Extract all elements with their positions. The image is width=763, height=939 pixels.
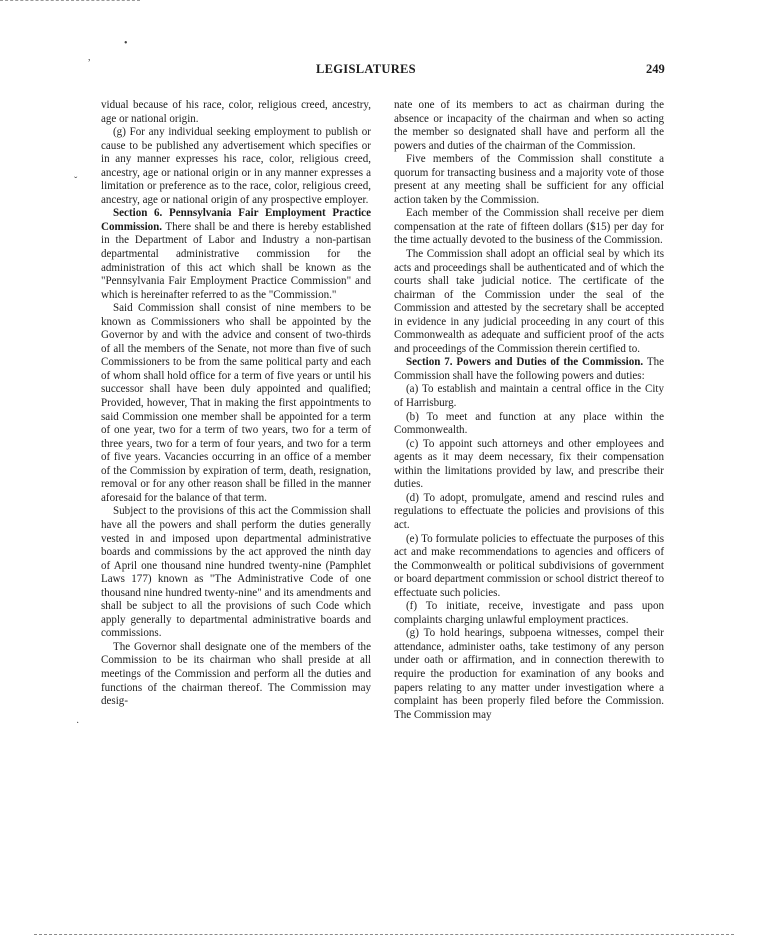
list-item: (g) To hold hearings, subpoena witnesses, compel their attendance, administer oaths, take testimony of any person under oath or affirmation, and in connection therewith to require the production for examination of any books and papers relating to any matter under investigation where a complaint has been properly filed before the Commission. The Commission may bbox=[394, 627, 664, 721]
paragraph: The Governor shall designate one of the members of the Commission to be its chairman who shall preside at all meetings of the Commission and perform all the duties and functions of the chairman thereof. The Commission may desig- bbox=[101, 640, 371, 708]
margin-speck: • bbox=[124, 38, 128, 49]
margin-speck: · bbox=[76, 718, 80, 729]
section-heading: Section 7. Powers and Duties of the Commission. bbox=[406, 356, 644, 369]
right-column bbox=[394, 99, 664, 722]
top-dashed-rule bbox=[0, 0, 140, 1]
running-head-title: LEGISLATURES bbox=[316, 62, 416, 76]
list-item: (e) To formulate policies to effectuate the purposes of this act and make recommendations to agencies and officers of the Commonwealth or political subdivisions of government or board department commission or school district thereof to effectuate such policies. bbox=[394, 532, 664, 599]
margin-speck: , bbox=[88, 52, 91, 63]
list-item: (c) To appoint such attorneys and other employees and agents as it may deem necessary, fix their compensation within the limitations provided by law, and prescribe their duties. bbox=[394, 437, 664, 491]
list-item: (b) To meet and function at any place within the Commonwealth. bbox=[394, 410, 664, 437]
list-item: (d) To adopt, promulgate, amend and rescind rules and regulations to effectuate the policies and provisions of this act. bbox=[394, 491, 664, 531]
paragraph: The Commission shall adopt an official seal by which its acts and proceedings shall be authenticated and of which the courts shall take judicial notice. The certificate of the chairman of the Commission under the seal of the Commission and attested by the secretary shall be accepted in evidence in any judicial proceeding in any court of this Commonwealth as adequate and sufficient proof of the acts and proceedings of the Commission therein certified to. bbox=[394, 248, 664, 355]
paragraph: nate one of its members to act as chairman during the absence or incapacity of the chairman and when so acting the member so designated shall have and perform all the powers and duties of the chairman of the Commission. bbox=[394, 99, 664, 152]
paragraph: Five members of the Commission shall constitute a quorum for transacting business and a majority vote of those present at any meeting shall be sufficient for any official action taken by the Commission. bbox=[394, 153, 664, 206]
list-item: (f) To initiate, receive, investigate and pass upon complaints charging unlawful employment practices. bbox=[394, 600, 664, 626]
running-head bbox=[0, 62, 763, 80]
margin-speck: ˇ bbox=[74, 176, 78, 187]
paragraph: Subject to the provisions of this act the Commission shall have all the powers and shall perform the duties generally vested in and imposed upon departmental administrative boards and commissions by the act approved the ninth day of April one thousand nine hundred twenty-nine (Pamphlet Laws 177) known as "The Administrative Code of one thousand nine hundred twenty-nine" and its amendments and shall be subject to all the provisions of such Code which apply generally to departmental administrative boards and commissions. bbox=[101, 505, 371, 640]
paragraph: Each member of the Commission shall receive per diem compensation at the rate of fifteen dollars ($15) per day for the time actually devoted to the business of the Commission. bbox=[394, 207, 664, 247]
section-text: The Commission shall have the following powers and duties: bbox=[394, 356, 665, 382]
paragraph: Said Commission shall consist of nine members to be known as Commissioners who shall be appointed by the Governor by and with the advice and consent of two-thirds of all the members of the Senate, not more than five of such Commissioners to be from the same political party and each of whom shall hold office for a term of five years or until his successor shall have been duly appointed and qualified; Provided, however, That in making the first appointments to said Commission one member shall be appointed for a term of one year, two for a term of two years, two for a term of three years, two for a term of four years, and two for a term of five years. Vacancies occurring in an office of a member of the Commission by expiration of term, death, resignation, removal or for any other reason shall be filled in the manner aforesaid for the balance of that term. bbox=[101, 302, 371, 504]
section-paragraph bbox=[101, 207, 371, 302]
section-heading: Section 6. Pennsylvania Fair Employment Practice Commission. bbox=[101, 207, 371, 233]
paragraph: vidual because of his race, color, religious creed, ancestry, age or national origin. bbox=[101, 99, 371, 125]
left-column bbox=[101, 99, 371, 709]
section-paragraph bbox=[394, 356, 664, 383]
section-text: There shall be and there is hereby established in the Department of Labor and Industry a non-partisan departmental administrative commission for the administration of this act which shall be known as the "Pennsylvania Fair Employment Practice Commission" and which is hereinafter referred to as the "Commission." bbox=[101, 220, 372, 301]
bottom-dashed-rule bbox=[34, 934, 734, 935]
list-item: (a) To establish and maintain a central office in the City of Harrisburg. bbox=[394, 383, 664, 410]
page-number: 249 bbox=[646, 62, 665, 76]
paragraph: (g) For any individual seeking employment to publish or cause to be published any advertisement which specifies or in any manner expresses his race, color, religious creed, ancestry, age or national origin or in any manner expresses a limitation or preference as to the race, color, religious creed, ancestry, age or national origin of any prospective employer. bbox=[101, 126, 371, 206]
